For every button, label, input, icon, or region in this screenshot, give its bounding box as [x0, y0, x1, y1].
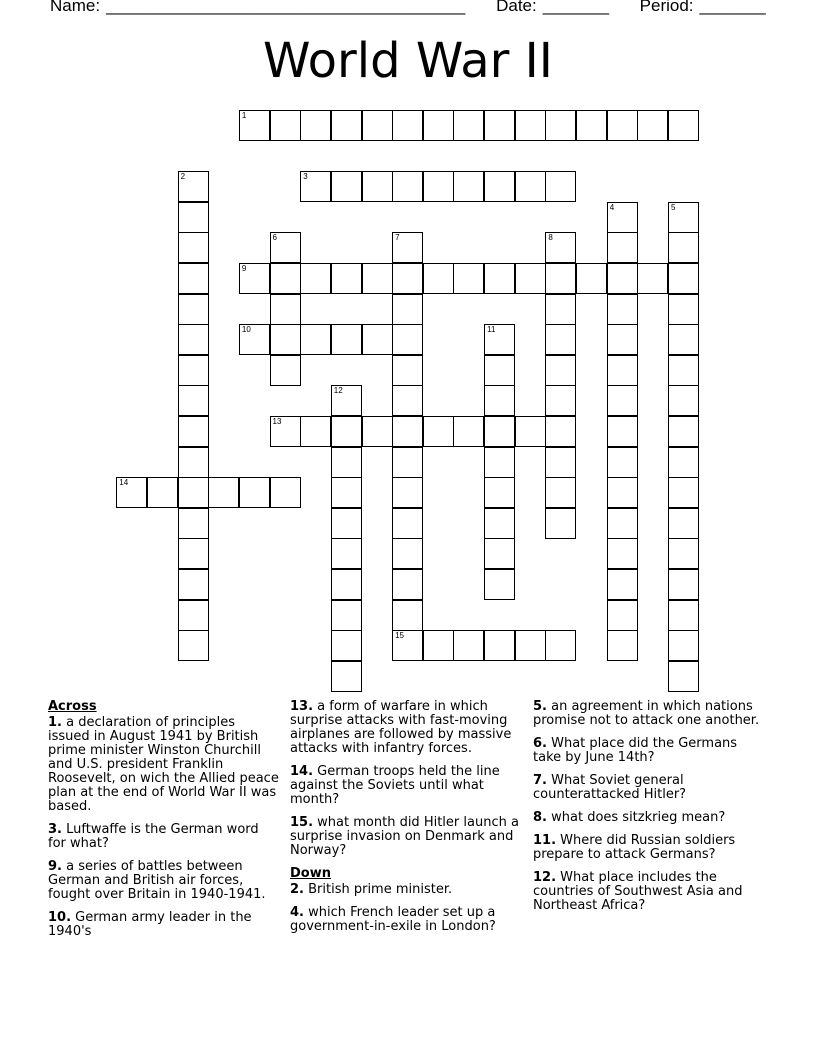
grid-cell[interactable] — [392, 263, 423, 294]
grid-cell[interactable] — [300, 171, 331, 202]
clues-column-3 — [533, 700, 769, 922]
grid-cell[interactable] — [607, 569, 638, 600]
clue-number-label: 14 — [119, 478, 129, 488]
grid-cell[interactable] — [270, 355, 301, 386]
grid-cell[interactable] — [607, 508, 638, 539]
grid-cell[interactable] — [331, 385, 362, 416]
grid-cell[interactable] — [607, 294, 638, 325]
clues-column-2 — [290, 700, 526, 943]
grid-cell[interactable] — [484, 569, 515, 600]
grid-cell[interactable] — [331, 477, 362, 508]
grid-cell[interactable] — [208, 477, 239, 508]
grid-cell[interactable] — [178, 324, 209, 355]
grid-cell[interactable] — [392, 355, 423, 386]
grid-cell[interactable] — [362, 263, 393, 294]
clue-down-6: 6. What place did the Germans take by June 14th? — [533, 736, 738, 765]
grid-cell[interactable] — [484, 355, 515, 386]
grid-cell[interactable] — [270, 416, 301, 447]
grid-cell[interactable] — [423, 263, 454, 294]
clue-down-5: 5. an agreement in which nations promise not to attack one another. — [533, 699, 760, 728]
grid-cell[interactable] — [607, 110, 638, 141]
grid-cell[interactable] — [423, 110, 454, 141]
grid-cell[interactable] — [515, 110, 546, 141]
grid-cell[interactable] — [178, 385, 209, 416]
page-title: World War II — [263, 33, 553, 89]
date-blank[interactable]: _______ — [542, 0, 609, 15]
grid-cell[interactable] — [423, 416, 454, 447]
clue-across-13: 13. a form of warfare in which surprise attacks with fast-moving airplanes are followed by massive attacks with infantry forces. — [290, 699, 512, 756]
grid-cell[interactable] — [453, 110, 484, 141]
grid-cell[interactable] — [668, 569, 699, 600]
grid-cell[interactable] — [484, 171, 515, 202]
grid-cell[interactable] — [668, 416, 699, 447]
clue-across-1: 1. a declaration of principles issued in August 1941 by British prime minister Winston Churchill and U.S. president Franklin Roosevelt, on wich the Allied peace plan at the end of World War II was based. — [48, 715, 279, 814]
clue-across-10: 10. German army leader in the 1940's — [48, 910, 252, 939]
grid-cell[interactable] — [607, 630, 638, 661]
clue-down-8: 8. what does sitzkrieg mean? — [533, 810, 726, 825]
grid-cell[interactable] — [392, 630, 423, 661]
grid-cell[interactable] — [331, 110, 362, 141]
grid-cell[interactable] — [545, 110, 576, 141]
grid-cell[interactable] — [545, 232, 576, 263]
grid-cell[interactable] — [668, 232, 699, 263]
clue-number-label: 5 — [671, 202, 676, 212]
grid-cell[interactable] — [545, 630, 576, 661]
grid-cell[interactable] — [178, 202, 209, 233]
name-blank[interactable]: ______________________________________ — [106, 0, 466, 15]
clue-across-9: 9. a series of battles between German and British air forces, fought over Britain in 1940-1941. — [48, 859, 266, 902]
clue-down-7: 7. What Soviet general counterattacked Hitler? — [533, 773, 687, 802]
grid-cell[interactable] — [668, 630, 699, 661]
grid-cell[interactable] — [300, 110, 331, 141]
grid-cell[interactable] — [453, 630, 484, 661]
grid-cell[interactable] — [453, 263, 484, 294]
grid-cell[interactable] — [331, 600, 362, 631]
grid-cell[interactable] — [576, 110, 607, 141]
clue-number-label: 13 — [272, 417, 282, 426]
grid-cell[interactable] — [300, 416, 331, 447]
grid-cell[interactable] — [484, 110, 515, 141]
grid-cell[interactable] — [178, 232, 209, 263]
grid-cell[interactable] — [607, 232, 638, 263]
grid-cell[interactable] — [545, 355, 576, 386]
grid-cell[interactable] — [637, 110, 668, 141]
grid-cell[interactable] — [515, 630, 546, 661]
grid-cell[interactable] — [484, 508, 515, 539]
clue-number-label: 10 — [241, 325, 251, 335]
clue-number-label: 6 — [272, 233, 277, 243]
grid-cell[interactable] — [178, 416, 209, 447]
grid-cell[interactable] — [576, 263, 607, 294]
grid-cell[interactable] — [178, 477, 209, 508]
grid-cell[interactable] — [331, 263, 362, 294]
clue-number-label: 1 — [241, 111, 247, 120]
grid-cell[interactable] — [392, 110, 423, 141]
grid-cell[interactable] — [392, 447, 423, 478]
grid-cell[interactable] — [607, 355, 638, 386]
grid-cell[interactable] — [545, 171, 576, 202]
grid-cell[interactable] — [362, 171, 393, 202]
grid-cell[interactable] — [668, 385, 699, 416]
grid-cell[interactable] — [668, 600, 699, 631]
grid-cell[interactable] — [668, 661, 699, 692]
grid-cell[interactable] — [484, 538, 515, 569]
grid-cell[interactable] — [362, 416, 393, 447]
grid-cell[interactable] — [116, 477, 147, 508]
grid-cell[interactable] — [484, 477, 515, 508]
clue-down-11: 11. Where did Russian soldiers prepare to attack Germans? — [533, 833, 736, 862]
grid-cell[interactable] — [545, 324, 576, 355]
grid-cell[interactable] — [545, 447, 576, 478]
clue-number-label: 7 — [395, 233, 400, 243]
grid-cell[interactable] — [607, 324, 638, 355]
clue-number-label: 2 — [180, 172, 186, 182]
grid-cell[interactable] — [607, 202, 638, 233]
grid-cell[interactable] — [270, 263, 301, 294]
grid-cell[interactable] — [331, 447, 362, 478]
grid-cell[interactable] — [484, 324, 515, 355]
grid-cell[interactable] — [484, 447, 515, 478]
clue-down-2: 2. British prime minister. — [290, 882, 453, 897]
grid-cell[interactable] — [545, 294, 576, 325]
grid-cell[interactable] — [392, 171, 423, 202]
grid-cell[interactable] — [392, 508, 423, 539]
grid-cell[interactable] — [178, 355, 209, 386]
grid-cell[interactable] — [178, 294, 209, 325]
grid-cell[interactable] — [668, 447, 699, 478]
clue-number-label: 15 — [395, 631, 404, 641]
grid-cell[interactable] — [392, 477, 423, 508]
grid-cell[interactable] — [270, 232, 301, 263]
grid-cell[interactable] — [423, 171, 454, 202]
clue-number-label: 9 — [241, 264, 247, 273]
grid-cell[interactable] — [331, 508, 362, 539]
grid-cell[interactable] — [668, 202, 699, 233]
grid-cell[interactable] — [331, 569, 362, 600]
grid-cell[interactable] — [668, 477, 699, 508]
grid-cell[interactable] — [300, 324, 331, 355]
grid-cell[interactable] — [331, 416, 362, 447]
clue-number-label: 11 — [487, 325, 496, 335]
grid-cell[interactable] — [515, 171, 546, 202]
grid-cell[interactable] — [300, 263, 331, 294]
grid-cell[interactable] — [668, 324, 699, 355]
grid-cell[interactable] — [270, 294, 301, 325]
clue-number-label: 3 — [303, 172, 308, 182]
grid-cell[interactable] — [668, 294, 699, 325]
clue-across-3: 3. Luftwaffe is the German word for what? — [48, 822, 259, 851]
grid-cell[interactable] — [331, 324, 362, 355]
grid-cell[interactable] — [607, 538, 638, 569]
grid-cell[interactable] — [178, 630, 209, 661]
grid-cell[interactable] — [607, 416, 638, 447]
grid-cell[interactable] — [607, 477, 638, 508]
grid-cell[interactable] — [484, 416, 515, 447]
grid-cell[interactable] — [484, 385, 515, 416]
grid-cell[interactable] — [484, 263, 515, 294]
grid-cell[interactable] — [668, 508, 699, 539]
grid-cell[interactable] — [423, 630, 454, 661]
clue-number-label: 4 — [609, 202, 615, 212]
grid-cell[interactable] — [453, 416, 484, 447]
grid-cell[interactable] — [515, 263, 546, 294]
grid-cell[interactable] — [178, 263, 209, 294]
grid-cell[interactable] — [545, 477, 576, 508]
grid-cell[interactable] — [178, 508, 209, 539]
grid-cell[interactable] — [331, 171, 362, 202]
grid-cell[interactable] — [392, 385, 423, 416]
grid-cell[interactable] — [607, 385, 638, 416]
grid-cell[interactable] — [545, 263, 576, 294]
period-blank[interactable]: _______ — [699, 0, 766, 15]
grid-cell[interactable] — [331, 538, 362, 569]
grid-cell[interactable] — [607, 447, 638, 478]
grid-cell[interactable] — [178, 538, 209, 569]
grid-cell[interactable] — [178, 171, 209, 202]
grid-cell[interactable] — [392, 538, 423, 569]
grid-cell[interactable] — [239, 324, 270, 355]
grid-cell[interactable] — [515, 416, 546, 447]
grid-cell[interactable] — [331, 630, 362, 661]
down-heading: Down — [290, 866, 331, 881]
grid-cell[interactable] — [668, 110, 699, 141]
grid-cell[interactable] — [392, 324, 423, 355]
grid-cell[interactable] — [178, 569, 209, 600]
grid-cell[interactable] — [545, 508, 576, 539]
grid-cell[interactable] — [392, 232, 423, 263]
grid-cell[interactable] — [270, 110, 301, 141]
name-label: Name: — [50, 0, 101, 15]
grid-cell[interactable] — [668, 263, 699, 294]
grid-cell[interactable] — [331, 661, 362, 692]
grid-cell[interactable] — [545, 385, 576, 416]
clue-down-4: 4. which French leader set up a government-in-exile in London? — [290, 905, 496, 934]
grid-cell[interactable] — [362, 110, 393, 141]
grid-cell[interactable] — [607, 600, 638, 631]
clue-number-label: 12 — [333, 386, 343, 396]
grid-cell[interactable] — [239, 477, 270, 508]
date-label: Date: — [496, 0, 537, 15]
grid-cell[interactable] — [239, 263, 270, 294]
grid-cell[interactable] — [270, 324, 301, 355]
clue-down-12: 12. What place includes the countries of Southwest Asia and Northeast Africa? — [533, 870, 743, 913]
grid-cell[interactable] — [545, 416, 576, 447]
period-label: Period: — [639, 0, 694, 15]
grid-cell[interactable] — [392, 294, 423, 325]
grid-cell[interactable] — [484, 630, 515, 661]
grid-cell[interactable] — [239, 110, 270, 141]
grid-cell[interactable] — [147, 477, 178, 508]
across-heading: Across — [48, 699, 97, 714]
grid-cell[interactable] — [178, 600, 209, 631]
grid-cell[interactable] — [362, 324, 393, 355]
clue-across-15: 15. what month did Hitler launch a surprise invasion on Denmark and Norway? — [290, 815, 519, 858]
grid-cell[interactable] — [178, 447, 209, 478]
grid-cell[interactable] — [392, 600, 423, 631]
grid-cell[interactable] — [453, 171, 484, 202]
grid-cell[interactable] — [392, 569, 423, 600]
grid-cell[interactable] — [270, 477, 301, 508]
clues-column-1 — [48, 700, 280, 948]
clue-across-14: 14. German troops held the line against the Soviets until what month? — [290, 764, 500, 807]
grid-cell[interactable] — [392, 416, 423, 447]
clue-number-label: 8 — [548, 233, 553, 243]
grid-cell[interactable] — [607, 263, 638, 294]
grid-cell[interactable] — [668, 538, 699, 569]
grid-cell[interactable] — [668, 355, 699, 386]
grid-cell[interactable] — [637, 263, 668, 294]
